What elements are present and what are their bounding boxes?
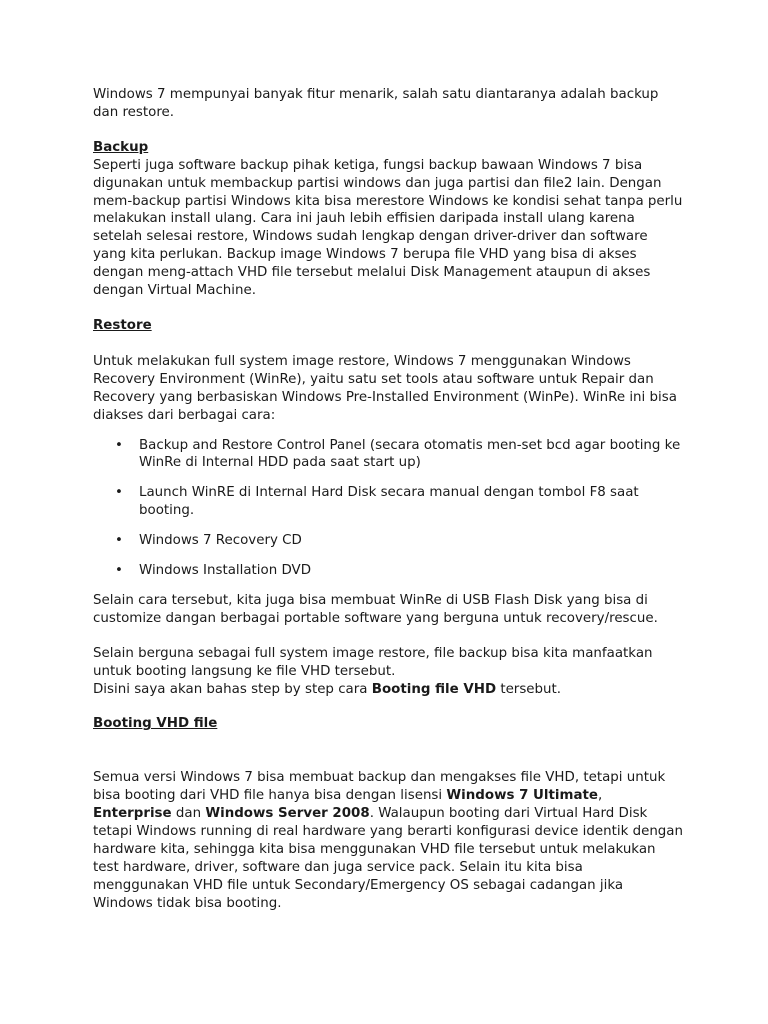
restore-paragraph: Untuk melakukan full system image restore, Windows 7 menggunakan Windows Recovery Environment (WinRe), yaitu satu set tools atau software untuk Repair dan Recovery yang berbasiskan Windows Pre-Installed Environment (WinPe). WinRe ini bisa diakses dari berbagai cara:	[93, 353, 677, 423]
list-item-text: Windows 7 Recovery CD	[139, 533, 302, 549]
license-ultimate: Windows 7 Ultimate	[446, 788, 598, 804]
list-item-text: Backup and Restore Control Panel (secara otomatis men-set bcd agar booting ke WinRe di Internal HDD pada saat start up)	[139, 437, 681, 471]
intro-paragraph: Windows 7 mempunyai banyak fitur menarik, salah satu diantaranya adalah backup dan restore.	[93, 87, 659, 120]
backup-heading: Backup	[93, 139, 149, 155]
backup-paragraph: Seperti juga software backup pihak ketiga, fungsi backup bawaan Windows 7 bisa digunakan untuk membackup partisi windows dan juga partisi dan file2 lain. Dengan mem-backup partisi Windows kita bisa merestore Windows ke kondisi sehat tanpa perlu melakukan install ulang. Cara ini jauh lebih effisien daripada install ulang karena setelah selesai restore, Windows sudah lengkap dengan driver-driver dan software yang kita perlukan. Backup image Windows 7 berupa file VHD yang bisa di akses dengan meng-attach VHD file tersebut melalui Disk Management ataupun di akses dengan Virtual Machine.	[93, 157, 683, 299]
booting-paragraph: Semua versi Windows 7 bisa membuat backup dan mengakses file VHD, tetapi untuk bisa booting dari VHD file hanya bisa dengan lisensi Windows 7 Ultimate, Enterprise dan Windows Server 2008. Walaupun booting dari Virtual Hard Disk tetapi Windows running di real hardware yang berarti konfigurasi device identik dengan hardware kita, sehingga kita bisa menggunakan VHD file tersebut untuk melakukan test hardware, driver, software dan juga service pack. Selain itu kita bisa menggunakan VHD file untuk Secondary/Emergency OS sebagai cadangan jika Windows tidak bisa booting.	[93, 770, 683, 911]
list-item	[93, 437, 683, 473]
restore-heading: Restore	[93, 317, 152, 333]
list-item	[93, 484, 683, 520]
document-content	[93, 86, 683, 913]
list-item-text: Launch WinRE di Internal Hard Disk secara manual dengan tombol F8 saat booting.	[139, 485, 639, 519]
bullet-icon: •	[115, 533, 123, 549]
list-item-text: Windows Installation DVD	[139, 563, 311, 579]
usb-winre-paragraph: Selain cara tersebut, kita juga bisa membuat WinRe di USB Flash Disk yang bisa di customize dangan berbagai portable software yang berguna untuk recovery/rescue.	[93, 592, 658, 626]
booting-file-vhd-bold: Booting file VHD	[371, 681, 497, 697]
license-enterprise: Enterprise	[93, 806, 172, 822]
bullet-icon: •	[115, 563, 123, 579]
bullet-icon: •	[115, 485, 123, 501]
booting-vhd-heading: Booting VHD file	[93, 716, 218, 732]
step-intro-paragraph: Disini saya akan bahas step by step cara Booting file VHD tersebut.	[93, 681, 562, 697]
license-server-2008: Windows Server 2008	[205, 806, 370, 822]
list-item	[93, 532, 683, 550]
list-item	[93, 562, 683, 580]
bullet-icon: •	[115, 437, 123, 453]
vhd-boot-paragraph: Selain berguna sebagai full system image restore, file backup bisa kita manfaatkan untuk booting langsung ke file VHD tersebut.	[93, 645, 653, 679]
winre-access-list	[93, 437, 683, 580]
